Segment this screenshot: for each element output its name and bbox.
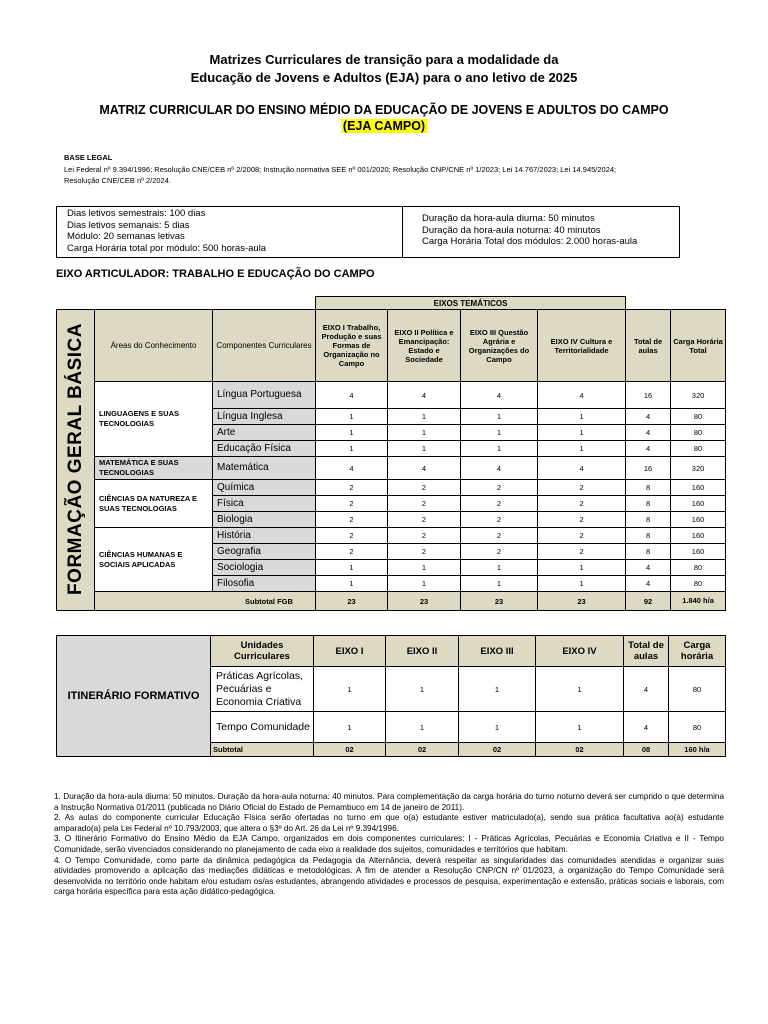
cell-eixo-3: 2 (461, 496, 538, 512)
cell-eixo-2: 1 (388, 560, 461, 576)
legal-line-2: Resolução CNE/CEB nº 2/2024. (64, 176, 171, 185)
document-title-line-2: Educação de Jovens e Adultos (EJA) para o ano letivo de 2025 (190, 70, 578, 85)
itinerario-table (56, 635, 726, 757)
fgb-table (56, 296, 726, 611)
subtotal-eixo-4: 23 (538, 592, 626, 611)
area-matematica: MATEMÁTICA E SUAS TECNOLOGIAS (95, 457, 213, 480)
cell-eixo-1: 1 (314, 712, 386, 743)
cell-total: 4 (626, 560, 671, 576)
cell-carga: 320 (671, 457, 726, 480)
cell-eixo-2: 4 (388, 457, 461, 480)
info-duracao-diurna: Duração da hora-aula diurna: 50 minutos (422, 213, 595, 224)
cell-eixo-1: 1 (314, 667, 386, 712)
table-row (57, 528, 726, 544)
component-name: Química (213, 480, 316, 496)
cell-eixo-4: 2 (538, 544, 626, 560)
document-title-line-1: Matrizes Curriculares de transição para a modalidade da (209, 52, 559, 67)
it-subtotal-carga: 160 h/a (669, 743, 726, 757)
cell-eixo-3: 1 (461, 560, 538, 576)
cell-eixo-1: 2 (316, 512, 388, 528)
cell-eixo-1: 2 (316, 480, 388, 496)
cell-total: 4 (626, 425, 671, 441)
cell-eixo-2: 1 (388, 576, 461, 592)
cell-eixo-4: 1 (538, 576, 626, 592)
cell-total: 8 (626, 512, 671, 528)
cell-total: 8 (626, 528, 671, 544)
cell-total: 4 (626, 441, 671, 457)
subtotal-eixo-3: 23 (461, 592, 538, 611)
col-componentes: Componentes Curriculares (213, 310, 316, 382)
cell-eixo-4: 1 (538, 425, 626, 441)
cell-total: 4 (626, 409, 671, 425)
matrix-subtitle-wrap (0, 118, 768, 134)
unit-name: Tempo Comunidade (211, 712, 314, 743)
subtotal-carga: 1.840 h/a (671, 592, 726, 611)
fgb-side-label: FORMAÇÃO GERAL BÁSICA (64, 323, 86, 595)
cell-carga: 80 (671, 560, 726, 576)
cell-eixo-3: 2 (461, 480, 538, 496)
cell-carga: 160 (671, 512, 726, 528)
col-total-aulas: Total de aulas (626, 310, 671, 382)
cell-eixo-4: 1 (536, 712, 624, 743)
cell-eixo-1: 1 (316, 576, 388, 592)
fgb-header-row (57, 310, 726, 382)
unit-name: Práticas Agrícolas, Pecuárias e Economia Criativa (211, 667, 314, 712)
col-eixo-2: EIXO II Política e Emancipação: Estado e Sociedade (388, 310, 461, 382)
info-modulo: Módulo: 20 semanas letivas (67, 231, 185, 242)
subtotal-total: 92 (626, 592, 671, 611)
cell-eixo-3: 1 (461, 576, 538, 592)
area-linguagens: LINGUAGENS E SUAS TECNOLOGIAS (95, 382, 213, 457)
component-name: Arte (213, 425, 316, 441)
cell-eixo-3: 1 (461, 441, 538, 457)
it-subtotal-total: 08 (624, 743, 669, 757)
cell-eixo-2: 2 (388, 496, 461, 512)
cell-carga: 80 (671, 576, 726, 592)
subtotal-label-text: Subtotal FGB (245, 596, 293, 606)
cell-eixo-3: 2 (461, 512, 538, 528)
col-unidades: Unidades Curriculares (211, 636, 314, 667)
area-natureza: CIÊNCIAS DA NATUREZA E SUAS TECNOLOGIAS (95, 480, 213, 528)
cell-eixo-2: 4 (388, 382, 461, 409)
component-name: Matemática (213, 457, 316, 480)
component-name: Língua Portuguesa (213, 382, 316, 409)
cell-eixo-4: 4 (538, 382, 626, 409)
info-carga-total: Carga Horária Total dos módulos: 2.000 horas-aula (422, 236, 638, 247)
it-subtotal-label: Subtotal (211, 743, 314, 757)
cell-eixo-4: 1 (536, 667, 624, 712)
cell-carga: 80 (671, 425, 726, 441)
cell-total: 8 (626, 544, 671, 560)
cell-eixo-4: 2 (538, 528, 626, 544)
eixos-tematicos-header: EIXOS TEMÁTICOS (316, 297, 626, 310)
cell-eixo-1: 2 (316, 496, 388, 512)
cell-carga: 160 (671, 496, 726, 512)
it-subtotal-eixo-2: 02 (386, 743, 459, 757)
cell-carga: 80 (671, 441, 726, 457)
component-name: Biologia (213, 512, 316, 528)
cell-eixo-1: 1 (316, 409, 388, 425)
cell-carga: 320 (671, 382, 726, 409)
cell-eixo-3: 2 (461, 528, 538, 544)
col-eixo-4: EIXO IV Cultura e Territorialidade (538, 310, 626, 382)
cell-eixo-1: 2 (316, 528, 388, 544)
cell-eixo-2: 2 (388, 480, 461, 496)
cell-eixo-4: 4 (538, 457, 626, 480)
component-name: Filosofia (213, 576, 316, 592)
cell-eixo-2: 2 (388, 544, 461, 560)
col-it-eixo-4: EIXO IV (536, 636, 624, 667)
cell-eixo-2: 2 (388, 528, 461, 544)
cell-eixo-4: 2 (538, 480, 626, 496)
footnote-2: 2. As aulas do componente curricular Educação Física serão ofertadas no turno em que o(a) estudante estiver matriculado(a), sendo sua prática facultativa ao(à) estudante amparado(a) pela Lei Federal nº 10.793/2003, que altera o §3º do Art. 26 da Lei nº 9.394/1996. (54, 813, 724, 833)
col-areas: Áreas do Conhecimento (95, 310, 213, 382)
cell-total: 8 (626, 496, 671, 512)
table-row (57, 382, 726, 409)
it-subtotal-eixo-4: 02 (536, 743, 624, 757)
cell-eixo-3: 4 (461, 382, 538, 409)
cell-eixo-1: 1 (316, 560, 388, 576)
info-carga-modulo: Carga Horária total por módulo: 500 horas-aula (67, 242, 267, 254)
cell-eixo-4: 1 (538, 441, 626, 457)
component-name: Física (213, 496, 316, 512)
cell-carga: 80 (669, 712, 726, 743)
info-semestral: Dias letivos semestrais: 100 dias (67, 208, 206, 219)
info-semanal: Dias letivos semanais: 5 dias (67, 219, 190, 231)
cell-eixo-1: 1 (316, 441, 388, 457)
subtotal-eixo-1: 23 (316, 592, 388, 611)
col-eixo-3: EIXO III Questão Agrária e Organizações do Campo (461, 310, 538, 382)
cell-eixo-1: 2 (316, 544, 388, 560)
cell-eixo-4: 1 (538, 560, 626, 576)
legal-heading: BASE LEGAL (64, 153, 113, 162)
cell-eixo-3: 1 (459, 712, 536, 743)
cell-eixo-1: 1 (316, 425, 388, 441)
cell-total: 4 (624, 667, 669, 712)
cell-eixo-2: 1 (386, 667, 459, 712)
cell-total: 4 (626, 576, 671, 592)
cell-eixo-2: 1 (388, 441, 461, 457)
component-name: Educação Física (213, 441, 316, 457)
itinerario-header-row (57, 636, 726, 667)
footnotes (54, 792, 724, 898)
cell-eixo-2: 1 (386, 712, 459, 743)
cell-eixo-3: 1 (459, 667, 536, 712)
cell-eixo-2: 2 (388, 512, 461, 528)
cell-carga: 80 (671, 409, 726, 425)
info-box-right (422, 213, 677, 248)
cell-total: 4 (624, 712, 669, 743)
cell-eixo-1: 4 (316, 382, 388, 409)
it-subtotal-eixo-1: 02 (314, 743, 386, 757)
area-humanas: CIÊNCIAS HUMANAS E SOCIAIS APLICADAS (95, 528, 213, 592)
cell-eixo-4: 1 (538, 409, 626, 425)
col-it-total: Total de aulas (624, 636, 669, 667)
it-subtotal-eixo-3: 02 (459, 743, 536, 757)
cell-eixo-3: 4 (461, 457, 538, 480)
cell-eixo-2: 1 (388, 409, 461, 425)
cell-total: 8 (626, 480, 671, 496)
info-duracao-noturna: Duração da hora-aula noturna: 40 minutos (422, 224, 601, 236)
cell-carga: 80 (669, 667, 726, 712)
subtotal-eixo-2: 23 (388, 592, 461, 611)
cell-total: 16 (626, 457, 671, 480)
cell-eixo-4: 2 (538, 512, 626, 528)
eixo-articulador: EIXO ARTICULADOR: TRABALHO E EDUCAÇÃO DO CAMPO (56, 268, 375, 280)
subtotal-label (95, 592, 316, 611)
component-name: Geografia (213, 544, 316, 560)
matrix-title: MATRIZ CURRICULAR DO ENSINO MÉDIO DA EDUCAÇÃO DE JOVENS E ADULTOS DO CAMPO (99, 103, 669, 117)
cell-carga: 160 (671, 528, 726, 544)
col-it-eixo-1: EIXO I (314, 636, 386, 667)
table-row (57, 480, 726, 496)
matrix-subtitle: (EJA CAMPO) (342, 119, 426, 133)
col-it-carga: Carga horária (669, 636, 726, 667)
cell-eixo-4: 2 (538, 496, 626, 512)
component-name: Língua Inglesa (213, 409, 316, 425)
cell-eixo-3: 1 (461, 425, 538, 441)
col-it-eixo-2: EIXO II (386, 636, 459, 667)
info-box-left (56, 206, 403, 258)
fgb-side-cell (57, 310, 95, 611)
eixos-tematicos-row (57, 297, 726, 310)
footnote-4: 4. O Tempo Comunidade, como parte da dinâmica pedagógica da Pedagogia da Alternância, deverá respeitar as singularidades das comunidades atendidas e organizar suas atividades promovendo a aplicação das mediações didáticas e metodológicas. A fim de atender a Resolução CNP/CN nº 01/2023, a organização do Tempo Comunidade será desenvolvida no território onde habitam e/ou estudam os/as estudantes, abrangendo atividades e processos de pesquisa, experimentação e extensão, práticas sociais e laborais, com carga horária específica para esta ação didático-pedagógica. (54, 855, 724, 897)
cell-eixo-2: 1 (388, 425, 461, 441)
component-name: História (213, 528, 316, 544)
cell-eixo-1: 4 (316, 457, 388, 480)
info-box (56, 206, 680, 258)
footnote-3: 3. O Itinerário Formativo do Ensino Médio da EJA Campo, organizados em dois componentes curriculares: I - Práticas Agrícolas, Pecuárias e Economia Criativa e II - Tempo Comunidade, serão vivenciados considerando no planejamento de cada eixo a realidade dos sujeitos, comunidades e territórios que habitam. (54, 834, 724, 854)
itinerario-label: ITINERÁRIO FORMATIVO (57, 636, 211, 757)
col-it-eixo-3: EIXO III (459, 636, 536, 667)
cell-eixo-3: 2 (461, 544, 538, 560)
cell-eixo-3: 1 (461, 409, 538, 425)
table-row (57, 457, 726, 480)
cell-carga: 160 (671, 544, 726, 560)
cell-total: 16 (626, 382, 671, 409)
col-eixo-1: EIXO I Trabalho, Produção e suas Formas de Organização no Campo (316, 310, 388, 382)
fgb-subtotal-row (57, 592, 726, 611)
cell-carga: 160 (671, 480, 726, 496)
footnote-1: 1. Duração da hora-aula diurna: 50 minutos. Duração da hora-aula noturna: 40 minutos. Para complementação da carga horária do turno noturno deverá ser cumprido o que determina a Instrução Normativa 01/2011 (publicada no Diário Oficial do Estado de Pernambuco em 14 de janeiro de 2011). (54, 792, 724, 812)
legal-line-1: Lei Federal nº 9.394/1996; Resolução CNE/CEB nº 2/2008; Instrução normativa SEE nº 001/2020; Resolução CNP/CNE nº 1/2023; Lei 14.767/2023; Lei 14.945/2024; (64, 165, 617, 174)
col-carga-horaria: Carga Horária Total (671, 310, 726, 382)
component-name: Sociologia (213, 560, 316, 576)
